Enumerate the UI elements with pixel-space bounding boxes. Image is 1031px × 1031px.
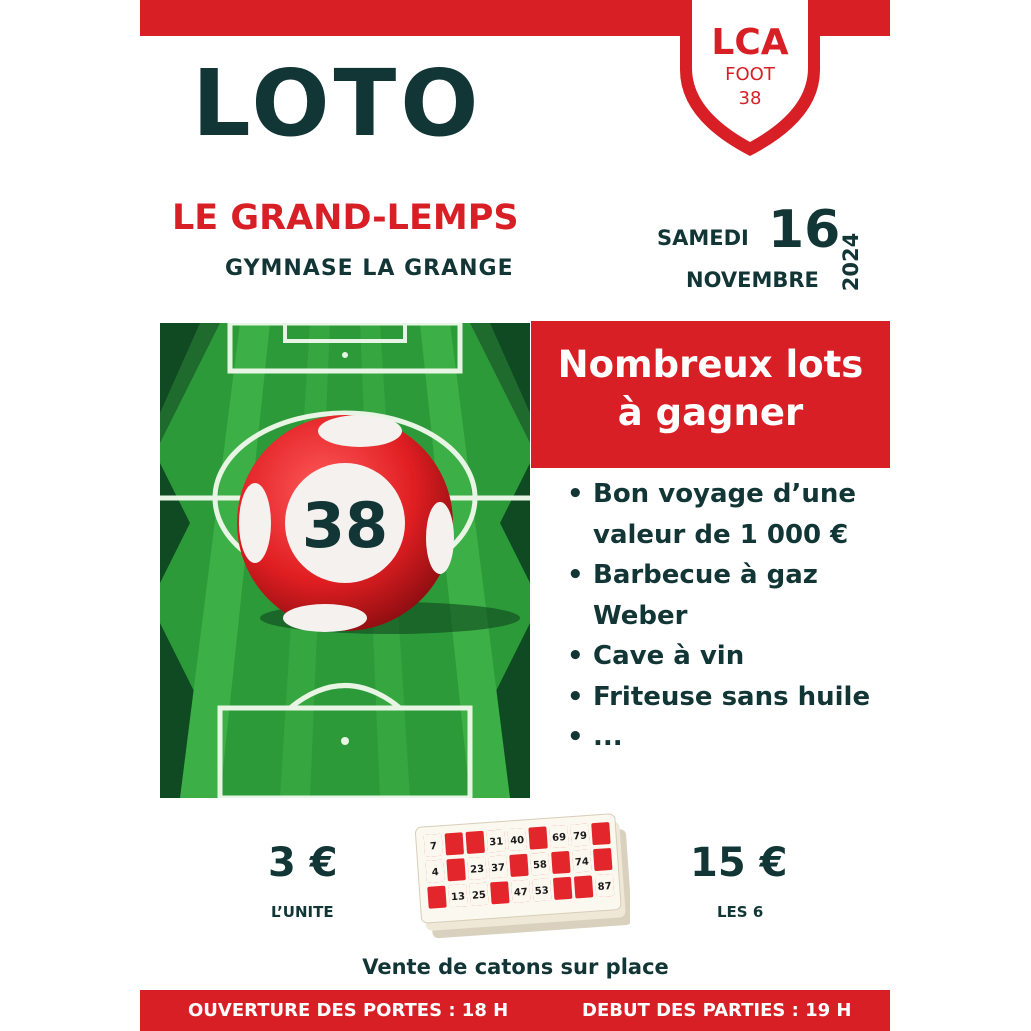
day-name: SAMEDI bbox=[657, 226, 749, 250]
card-number: 87 bbox=[597, 880, 613, 893]
event-title: LOTO bbox=[192, 50, 483, 157]
card-number: 4 bbox=[431, 867, 440, 879]
prizes-heading bbox=[531, 321, 890, 468]
logo-line3: 38 bbox=[738, 88, 762, 109]
list-item: • Barbecue à gaz Weber bbox=[567, 555, 887, 636]
card-number: 74 bbox=[574, 856, 590, 869]
card-number: 23 bbox=[469, 863, 485, 876]
doors-opening-time: OUVERTURE DES PORTES : 18 H bbox=[188, 1000, 509, 1021]
card-cell bbox=[593, 848, 612, 871]
list-item: • ... bbox=[567, 717, 887, 758]
games-start-time: DEBUT DES PARTIES : 19 H bbox=[582, 1000, 852, 1021]
card-number: 79 bbox=[572, 830, 588, 843]
card-cell bbox=[574, 875, 593, 898]
venue-name: GYMNASE LA GRANGE bbox=[225, 256, 514, 281]
card-number: 53 bbox=[534, 885, 550, 898]
card-cell bbox=[509, 854, 528, 877]
prizes-heading-line1: Nombreux lots bbox=[557, 343, 864, 386]
list-item: • Friteuse sans huile bbox=[567, 677, 887, 718]
city-name: LE GRAND-LEMPS bbox=[172, 198, 519, 238]
card-number: 40 bbox=[509, 834, 525, 847]
card-number: 13 bbox=[450, 891, 466, 904]
list-item: • Bon voyage d’une valeur de 1 000 € bbox=[567, 474, 887, 555]
card-number: 58 bbox=[532, 859, 548, 872]
month-name: NOVEMBRE bbox=[686, 268, 819, 292]
card-cell bbox=[528, 826, 547, 849]
bundle-price: 15 € bbox=[690, 840, 788, 886]
single-card-label: L’UNITE bbox=[271, 903, 334, 921]
list-item: • Cave à vin bbox=[567, 636, 887, 677]
card-number: 69 bbox=[551, 832, 567, 844]
year-vertical: 2024 bbox=[839, 232, 863, 292]
bottom-banner bbox=[140, 990, 890, 1031]
card-cell bbox=[591, 822, 610, 845]
card-cell bbox=[427, 886, 446, 909]
card-cell bbox=[446, 858, 465, 881]
card-cell bbox=[553, 877, 572, 900]
card-number: 31 bbox=[488, 836, 504, 849]
prizes-list bbox=[567, 474, 887, 758]
logo-line2: FOOT bbox=[725, 64, 775, 85]
card-number: 37 bbox=[490, 862, 506, 875]
card-number: 7 bbox=[429, 841, 438, 853]
bundle-label: LES 6 bbox=[717, 903, 764, 921]
ball-number: 38 bbox=[301, 489, 389, 562]
prizes-heading-line2: à gagner bbox=[617, 391, 804, 435]
card-number: 25 bbox=[471, 889, 487, 902]
card-cell bbox=[490, 881, 509, 904]
bingo-cards-image bbox=[415, 810, 630, 940]
day-number: 16 bbox=[768, 200, 841, 260]
card-number: 47 bbox=[513, 886, 529, 899]
single-card-price: 3 € bbox=[268, 840, 338, 886]
card-cell bbox=[466, 831, 485, 854]
logo-line1: LCA bbox=[711, 22, 789, 63]
card-cell bbox=[551, 851, 570, 874]
card-cell bbox=[445, 832, 464, 855]
football-pitch-illustration bbox=[160, 323, 530, 798]
club-logo bbox=[672, 0, 828, 160]
sale-note: Vente de catons sur place bbox=[362, 955, 669, 979]
